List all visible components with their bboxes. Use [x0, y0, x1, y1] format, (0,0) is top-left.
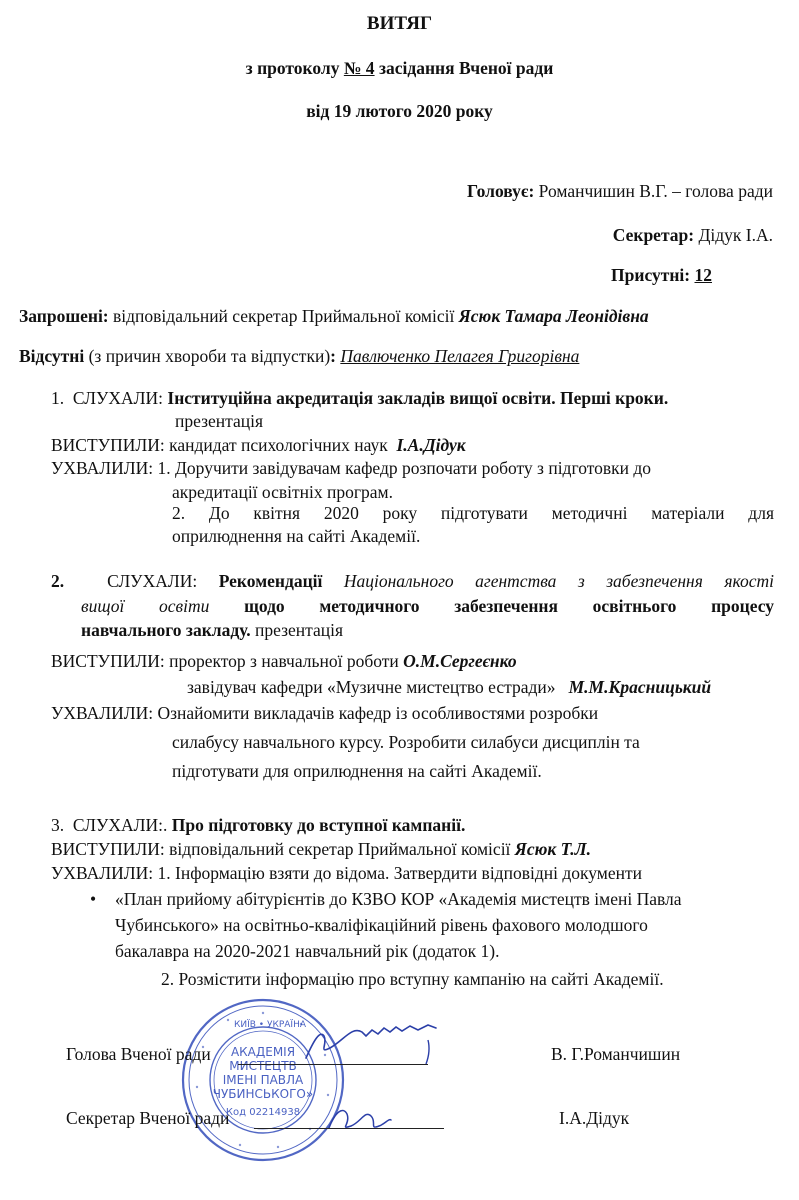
item-2-heard-w2: Національного агентства з забезпечення якості: [343, 571, 775, 591]
document-title: ВИТЯГ: [366, 13, 433, 34]
secretary-line: [613, 225, 773, 246]
item-3-heard-label: СЛУХАЛИ:.: [72, 815, 168, 835]
item-2-decided-1: Ознайомити викладачів кафедр із особливостями розробки: [157, 703, 599, 723]
item-3-spoke-label: ВИСТУПИЛИ:: [51, 839, 165, 859]
item-2-spoke-text1: проректор з навчальної роботи: [169, 651, 399, 671]
stamp-top-arc: КИЇВ • УКРАЇНА: [233, 1020, 307, 1030]
item-2-heard-line3: [81, 620, 343, 641]
item-3-bullet-line3: бакалавра на 2020-2021 навчальний рік (додаток 1).: [115, 941, 500, 961]
item-1-heard-label: СЛУХАЛИ:: [72, 388, 164, 408]
item-2-spoke-label: ВИСТУПИЛИ:: [51, 651, 165, 671]
stamp-line1: АКАДЕМІЯ: [230, 1045, 296, 1059]
item-3-decided-2: 2. Розмістити інформацію про вступну кампанію на сайті Академії.: [161, 969, 664, 989]
invited-label: Запрошені:: [19, 306, 109, 326]
item-3-decided-label: УХВАЛИЛИ:: [51, 863, 154, 883]
chair-value: Романчишин В.Г. – голова ради: [538, 181, 773, 201]
item-2-decided-3: підготувати для оприлюднення на сайті Академії.: [172, 761, 542, 781]
present-label: Присутні:: [611, 265, 691, 285]
item-3-bullet-line2: Чубинського» на освітньо-кваліфікаційний рівень фахового молодшого: [115, 915, 648, 935]
chair-line: [467, 181, 773, 202]
item-1-decided-label: УХВАЛИЛИ:: [51, 458, 154, 478]
item-1-number: 1.: [51, 388, 65, 408]
item-2-heard-w1: Рекомендації: [218, 571, 323, 591]
protocol-number: № 4: [343, 58, 375, 78]
meeting-date: від 19 лютого 2020 року: [306, 101, 493, 121]
item-1-spoke-name: І.А.Дідук: [396, 435, 466, 455]
chair-signature-title: Голова Вченої ради: [66, 1044, 211, 1064]
item-3-spoke: [51, 839, 591, 860]
item-2-spoke-2: [187, 677, 711, 698]
chair-label: Головує:: [467, 181, 535, 201]
item-2-note: презентація: [254, 620, 344, 640]
item-3-number: 3.: [51, 815, 65, 835]
item-3-spoke-name: Ясюк Т.Л.: [514, 839, 591, 859]
item-2-number: 2.: [51, 571, 65, 591]
stamp-line2: МИСТЕЦТВ: [229, 1059, 297, 1073]
item-2-spoke: [51, 651, 517, 672]
signature-chair-icon: [300, 1010, 450, 1070]
item-2-decided-label: УХВАЛИЛИ:: [51, 703, 154, 723]
signature-secretary-icon: [325, 1098, 395, 1138]
stamp-line3: ІМЕНІ ПАВЛА: [222, 1073, 304, 1087]
item-2-heard-w5: навчального закладу.: [81, 620, 251, 640]
bullet-icon: •: [90, 889, 97, 909]
invited-line: [19, 306, 649, 327]
item-2-spoke-name1: О.М.Сергеєнко: [403, 651, 517, 671]
present-line: [611, 265, 712, 286]
chair-signature-name: В. Г.Романчишин: [551, 1044, 681, 1064]
item-2-decided-2: силабусу навчального курсу. Розробити силабуси дисциплін та: [172, 732, 640, 752]
invited-name: Ясюк Тамара Леонідівна: [458, 306, 649, 326]
item-1-spoke: [51, 435, 466, 456]
item-2-decided: [51, 703, 598, 724]
item-1-note: презентація: [175, 411, 264, 431]
stamp-code: Код 02214938: [225, 1107, 301, 1118]
chair-signature-line: [238, 1064, 428, 1065]
item-3-heard-title: Про підготовку до вступної кампанії.: [171, 815, 466, 835]
item-2-heard-line2: [81, 596, 774, 617]
item-2-spoke-text2: завідувач кафедри «Музичне мистецтво естради»: [187, 677, 556, 697]
item-2-spoke-name2: М.М.Красницький: [568, 677, 712, 697]
absent-colon: :: [330, 346, 336, 366]
item-2-heard-w3: вищої освіти: [81, 596, 210, 616]
secretary-signature-line: [254, 1128, 444, 1129]
invited-text: відповідальний секретар Приймальної комісії: [113, 306, 455, 326]
protocol-line: [0, 58, 799, 79]
item-1-decided-1a: 1. Доручити завідувачам кафедр розпочати роботу з підготовки до: [157, 458, 652, 478]
item-1-decided-2b: оприлюднення на сайті Академії.: [172, 526, 421, 546]
item-1-decided-2a: 2. До квітня 2020 року підготувати методичні матеріали для: [172, 503, 774, 523]
item-1-heard-title: Інституційна акредитація закладів вищої освіти. Перші кроки.: [167, 388, 669, 408]
item-1-spoke-label: ВИСТУПИЛИ:: [51, 435, 165, 455]
item-3-decided-1: 1. Інформацію взяти до відома. Затвердити відповідні документи: [157, 863, 642, 883]
item-1-decided: [51, 458, 651, 479]
protocol-suffix: засідання Вченої ради: [374, 58, 554, 78]
secretary-signature-name: І.А.Дідук: [559, 1108, 630, 1128]
item-2-heard-w4: щодо методичного забезпечення освітнього процесу: [244, 596, 774, 616]
item-3-decided: [51, 863, 642, 884]
item-1-decided-1b: акредитації освітніх програм.: [172, 482, 394, 502]
secretary-label: Секретар:: [612, 225, 695, 245]
item-3-bullet-line1: «План прийому абітурієнтів до КЗВО КОР «Академія мистецтв імені Павла: [115, 889, 682, 909]
secretary-signature-title: Секретар Вченої ради: [66, 1108, 230, 1128]
item-1-heard: [51, 388, 668, 409]
item-1-spoke-text: кандидат психологічних наук: [169, 435, 388, 455]
item-3-heard: [51, 815, 465, 836]
present-value: 12: [694, 265, 712, 285]
item-3-spoke-text: відповідальний секретар Приймальної комісії: [169, 839, 511, 859]
absent-line: [19, 346, 579, 367]
absent-label: Відсутні: [19, 346, 85, 366]
stamp-line4: ЧУБИНСЬКОГО»: [212, 1087, 314, 1101]
secretary-value: Дідук І.А.: [698, 225, 773, 245]
item-2-heard-label: СЛУХАЛИ:: [107, 571, 198, 591]
absent-name: Павлюченко Пелагея Григорівна: [340, 346, 580, 366]
absent-reason: (з причин хвороби та відпустки): [88, 346, 331, 366]
protocol-prefix: з протоколу: [245, 58, 344, 78]
item-2-heard-line1: [51, 571, 774, 592]
